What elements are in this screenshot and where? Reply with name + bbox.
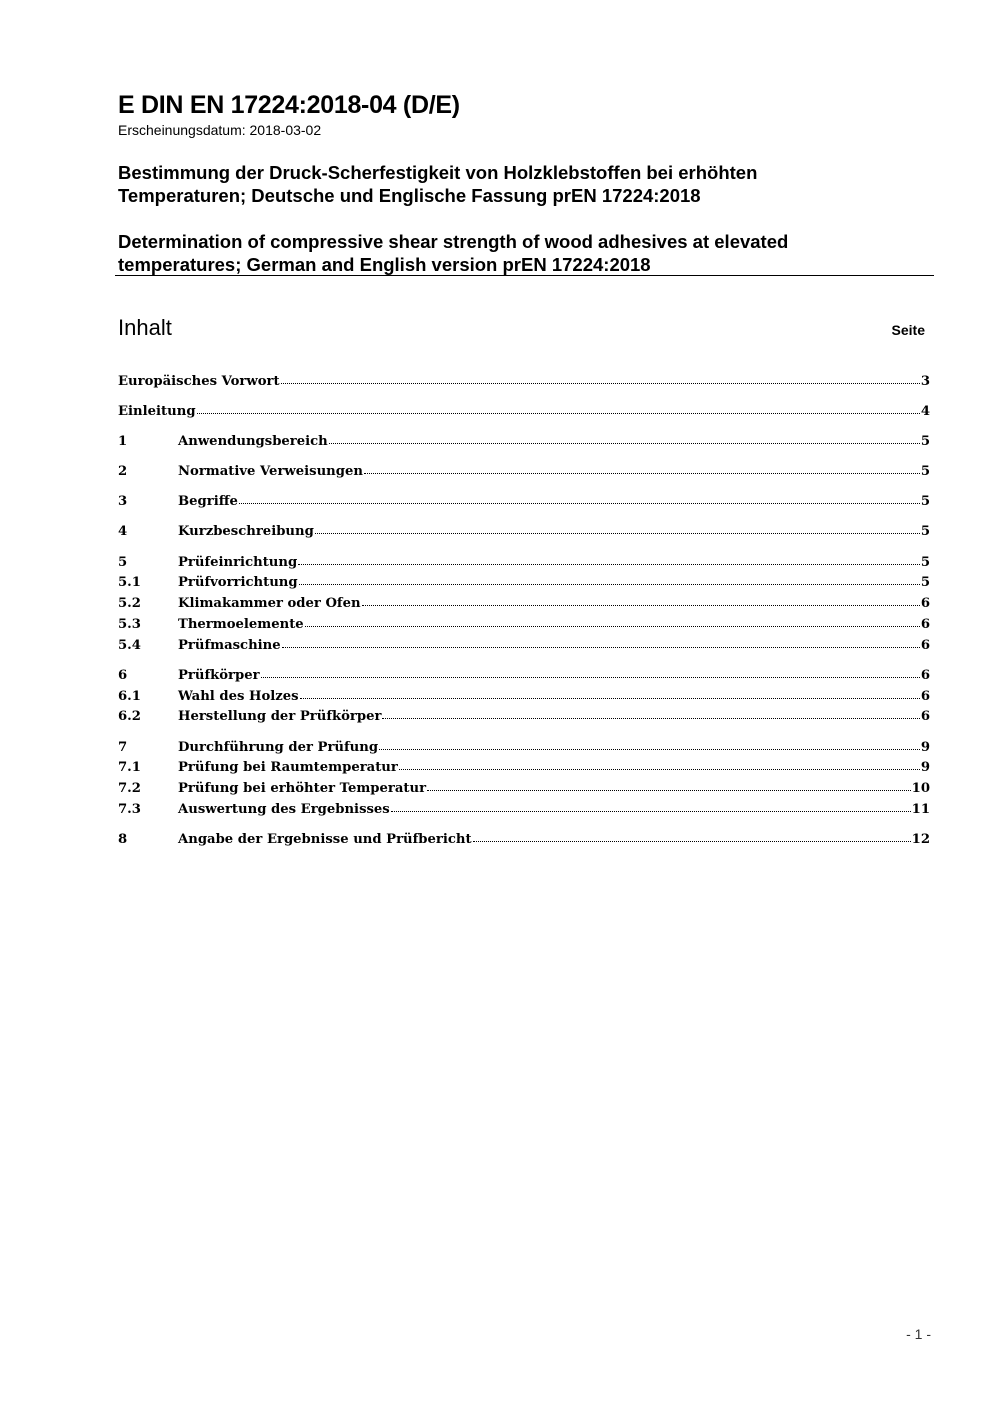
toc-dot-leader <box>197 412 920 414</box>
toc-entry-title: Prüfmaschine <box>178 637 281 653</box>
toc-entry-page: 6 <box>920 637 930 653</box>
toc-entry-page: 6 <box>920 688 930 704</box>
toc-entry-page: 5 <box>920 524 930 540</box>
toc-entry-page: 5 <box>920 434 930 450</box>
toc-entry-number: 5 <box>118 554 128 570</box>
toc-entry-title: Klimakammer oder Ofen <box>178 596 361 612</box>
toc-entry-title: Prüfvorrichtung <box>178 575 298 591</box>
toc-entry-title: Thermoelemente <box>178 616 304 632</box>
toc-entry-page: 6 <box>920 616 930 632</box>
toc-entry-number: 5.3 <box>118 616 141 632</box>
toc-entry-page: 5 <box>920 494 930 510</box>
toc-entry-5[interactable] <box>118 553 930 574</box>
document-header <box>118 90 934 276</box>
toc-entry-5-3[interactable] <box>118 615 930 636</box>
toc-entry-3[interactable] <box>118 492 930 513</box>
toc-entry-7[interactable] <box>118 738 930 759</box>
title-english: Determination of compressive shear strength of wood adhesives at elevated temperatures; German and English version prEN 17224:2018 <box>118 231 789 275</box>
toc-entry-number: 6 <box>118 667 128 683</box>
toc-entry-number: 5.2 <box>118 596 141 612</box>
toc-dot-leader <box>382 717 919 719</box>
toc-dot-leader <box>379 748 920 750</box>
toc-heading: Inhalt <box>118 315 172 340</box>
toc-entry-title: Anwendungsbereich <box>178 434 328 450</box>
toc-entry-7-2[interactable] <box>118 779 930 800</box>
toc-dot-leader <box>315 532 920 534</box>
toc-entry-page: 3 <box>920 374 930 389</box>
toc-entry-number: 6.2 <box>118 709 141 725</box>
toc-entry-number: 7 <box>118 739 128 755</box>
publication-date: Erscheinungsdatum: 2018-03-02 <box>118 122 322 138</box>
document-id: E DIN EN 17224:2018-04 (D/E) <box>118 91 460 119</box>
toc-dot-leader <box>300 697 920 699</box>
toc-dot-leader <box>473 840 911 842</box>
toc-entry-title: Europäisches Vorwort <box>118 374 280 389</box>
toc-entry-7-1[interactable] <box>118 758 930 779</box>
toc-entry-5-4[interactable] <box>118 636 930 657</box>
page-number: - 1 - <box>906 1326 931 1342</box>
toc-dot-leader <box>427 789 911 791</box>
toc-entry-number: 6.1 <box>118 688 141 704</box>
toc-entry-5-1[interactable] <box>118 573 930 594</box>
toc-dot-leader <box>299 583 920 585</box>
toc-entry-6-1[interactable] <box>118 687 930 708</box>
toc-entry-title: Wahl des Holzes <box>178 688 299 704</box>
toc-entry-8[interactable] <box>118 830 930 851</box>
toc-entry-title: Normative Verweisungen <box>178 464 363 480</box>
toc-entry-number: 8 <box>118 832 128 848</box>
toc-entry-title: Einleitung <box>118 404 196 420</box>
toc-entry-4[interactable] <box>118 522 930 543</box>
title-german: Bestimmung der Druck-Scherfestigkeit von Holzklebstoffen bei erhöhten Temperaturen; Deutsche und Englische Fassung prEN 17224:2018 <box>118 162 758 206</box>
toc-entry-2[interactable] <box>118 462 930 483</box>
toc-entry-page: 5 <box>920 464 930 480</box>
toc-dot-leader <box>282 646 920 648</box>
toc-dot-leader <box>399 768 920 770</box>
toc-entry-number: 7.1 <box>118 760 141 776</box>
toc-dot-leader <box>364 472 920 474</box>
toc-entry-vorwort[interactable] <box>118 372 930 393</box>
toc-dot-leader <box>305 625 920 627</box>
toc-entry-title: Auswertung des Ergebnisses <box>178 801 390 817</box>
toc-entry-page: 10 <box>911 781 930 797</box>
toc-entry-page: 12 <box>911 832 930 848</box>
toc-entry-page: 5 <box>920 554 930 570</box>
toc-entry-title: Kurzbeschreibung <box>178 524 314 540</box>
toc-entry-number: 3 <box>118 494 128 510</box>
toc-page-label: Seite <box>891 322 925 338</box>
toc-dot-leader <box>362 604 920 606</box>
toc-entry-number: 4 <box>118 524 128 540</box>
toc-dot-leader <box>298 563 920 565</box>
toc-dot-leader <box>391 810 911 812</box>
toc-entry-page: 11 <box>911 801 930 817</box>
toc-entry-title: Angabe der Ergebnisse und Prüfbericht <box>178 832 472 848</box>
toc-entry-page: 5 <box>920 575 930 591</box>
toc-entry-title: Herstellung der Prüfkörper <box>178 709 382 725</box>
toc-entry-number: 2 <box>118 464 128 480</box>
toc-entry-6-2[interactable] <box>118 707 930 728</box>
toc-entry-title: Prüfeinrichtung <box>178 554 298 570</box>
toc-dot-leader <box>261 676 920 678</box>
toc-dot-leader <box>281 382 920 384</box>
toc-entry-1[interactable] <box>118 432 930 453</box>
toc-dot-leader <box>239 502 920 504</box>
toc-entry-title: Durchführung der Prüfung <box>178 739 379 755</box>
toc-entry-page: 9 <box>920 760 930 776</box>
toc-entry-6[interactable] <box>118 666 930 687</box>
toc-entry-page: 4 <box>920 404 930 420</box>
toc-entry-7-3[interactable] <box>118 800 930 821</box>
toc-entry-number: 5.1 <box>118 575 141 591</box>
header-divider <box>115 275 934 276</box>
toc-entry-title: Prüfung bei erhöhter Temperatur <box>178 781 427 797</box>
toc-entry-page: 9 <box>920 739 930 755</box>
toc-entry-title: Begriffe <box>178 494 238 510</box>
table-of-contents <box>118 372 930 851</box>
toc-entry-title: Prüfkörper <box>178 667 260 683</box>
toc-entry-number: 7.2 <box>118 781 141 797</box>
toc-entry-number: 5.4 <box>118 637 141 653</box>
toc-entry-page: 6 <box>920 667 930 683</box>
toc-entry-number: 7.3 <box>118 801 141 817</box>
toc-entry-number: 1 <box>118 434 128 450</box>
toc-entry-5-2[interactable] <box>118 594 930 615</box>
toc-entry-page: 6 <box>920 596 930 612</box>
toc-entry-einleitung[interactable] <box>118 402 930 423</box>
toc-dot-leader <box>329 442 920 444</box>
toc-entry-page: 6 <box>920 709 930 725</box>
toc-entry-title: Prüfung bei Raumtemperatur <box>178 760 398 776</box>
